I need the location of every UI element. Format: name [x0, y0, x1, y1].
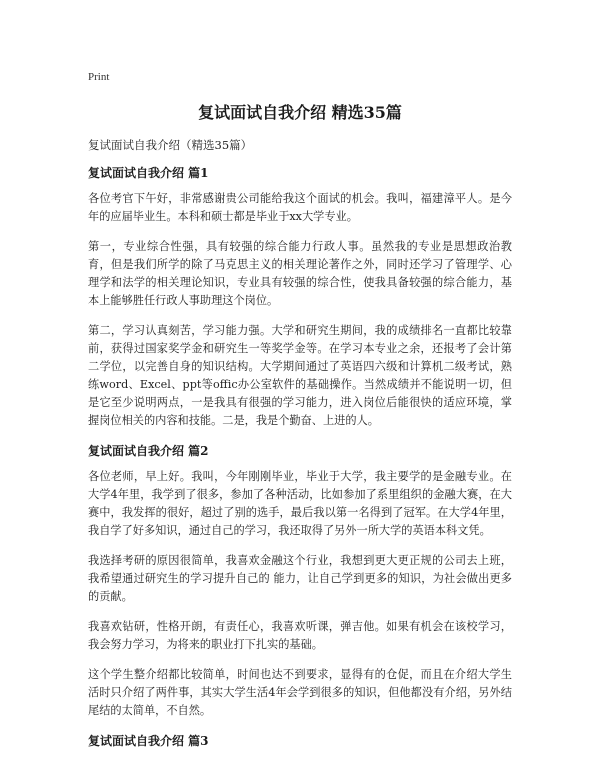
- paragraph: 各位考官下午好，非常感谢贵公司能给我这个面试的机会。我叫，福建漳平人。是今年的应届毕业生。本科和硕士都是毕业于xx大学专业。: [88, 192, 512, 223]
- section-2: [88, 442, 512, 720]
- paragraph: 各位老师，早上好。我叫，今年刚刚毕业，毕业于大学，我主要学的是金融专业。在大学4年里，我学到了很多，参加了各种活动，比如参加了系里组织的金融大赛，在大赛中，我发挥的很好，超过了别的选手，最后我以第一名得到了冠军。在大学4年里，我自学了好多知识，通过自己的学习，我还取得了另外一所大学的英语本科文凭。: [88, 470, 512, 537]
- print-label: Print: [88, 71, 110, 83]
- document-subtitle: 复试面试自我介绍（精选35篇）: [88, 138, 253, 152]
- section-1: [88, 164, 512, 430]
- paragraph: 第二，学习认真刻苦，学习能力强。大学和研究生期间，我的成绩排名一直都比较靠前，获得过国家奖学金和研究生一等奖学金等。在学习本专业之余，还报考了会计第二学位，以完善自身的知识结构。大学期间通过了英语四六级和计算机二级考试，熟练word、Excel、ppt等offic办公室软件的基础操作。当然成绩并不能说明一切，但是它至少说明两点，一是我具有很强的学习能力，进入岗位后能很快的适应环境，掌握岗位相关的内容和技能。二是，我是个勤奋、上进的人。: [88, 324, 512, 427]
- section-heading: 复试面试自我介绍 篇1: [88, 166, 209, 180]
- document-title: 复试面试自我介绍 精选35篇: [198, 103, 402, 122]
- paragraph: 这个学生整介绍都比较简单，时间也达不到要求，显得有的仓促，而且在介绍大学生活时只介绍了两件事，其实大学生活4年会学到很多的知识，但他都没有介绍，另外结尾结的太简单，不自然。: [88, 668, 512, 717]
- paragraph: 我喜欢钻研，性格开朗，有责任心，我喜欢听课，弹吉他。如果有机会在该校学习，我会努力学习，为将来的职业打下扎实的基础。: [88, 620, 512, 651]
- section-3: [88, 732, 512, 750]
- section-heading: 复试面试自我介绍 篇3: [88, 734, 209, 748]
- section-heading: 复试面试自我介绍 篇2: [88, 444, 209, 458]
- paragraph: 第一，专业综合性强，具有较强的综合能力行政人事。虽然我的专业是思想政治教育，但是我们所学的除了马克思主义的相关理论著作之外，同时还学习了管理学、心理学和法学的相关理论知识，专业具有较强的综合性，使我具备较强的综合能力，基本上能够胜任行政人事助理这个岗位。: [88, 240, 512, 307]
- paragraph: 我选择考研的原因很简单，我喜欢金融这个行业，我想到更大更正规的公司去上班，我希望通过研究生的学习提升自己的 能力，让自己学到更多的知识，为社会做出更多的贡献。: [88, 554, 512, 603]
